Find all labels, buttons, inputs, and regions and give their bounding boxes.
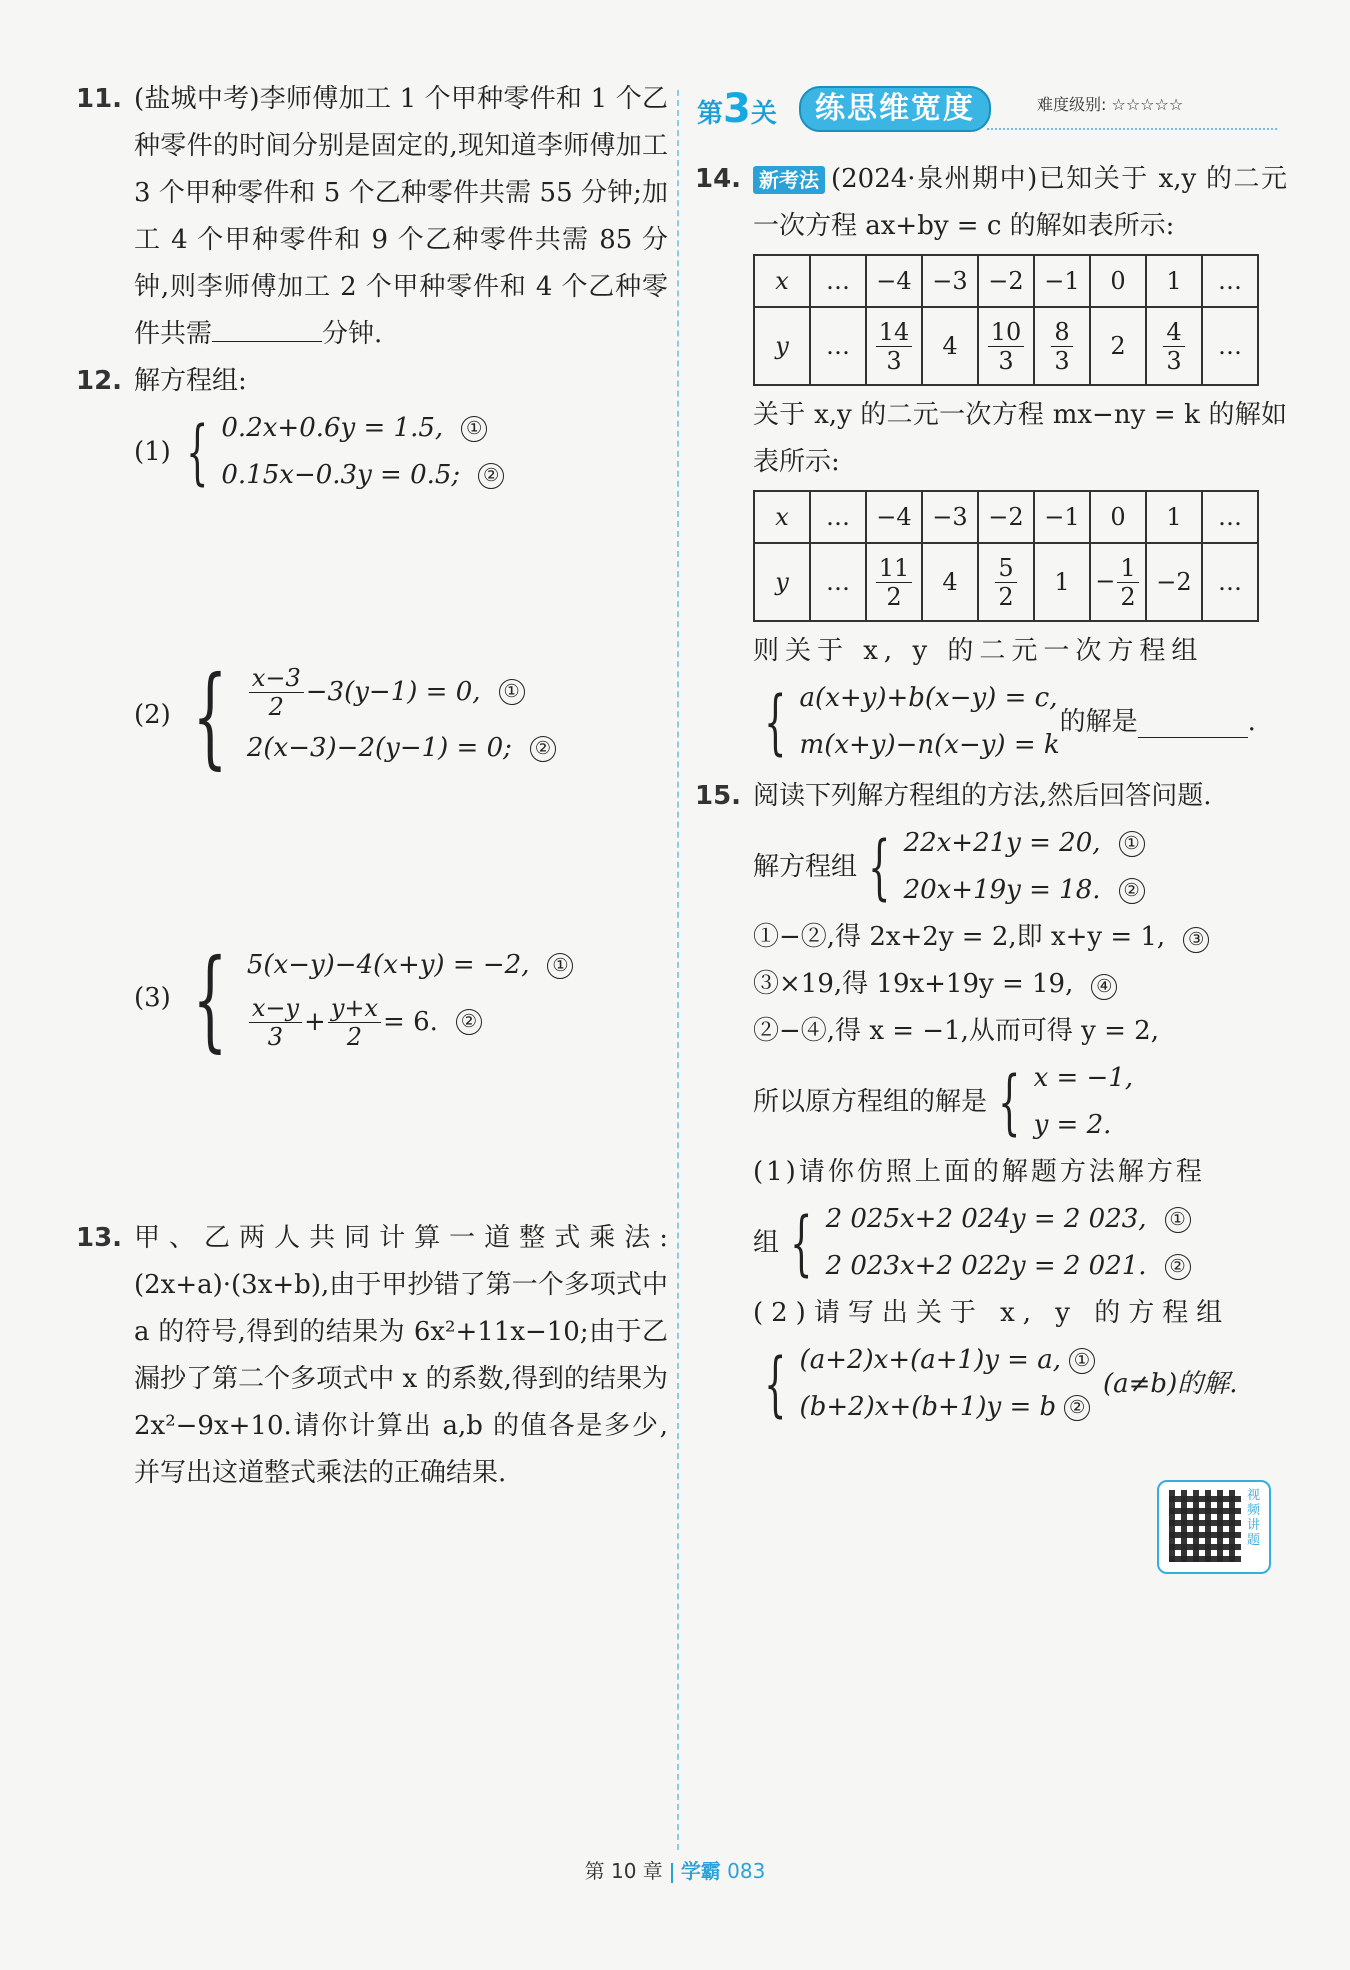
equation: 0.2x+0.6y = 1.5, [221, 413, 444, 443]
circle-number: ② [1119, 878, 1145, 904]
table-cell: x [754, 255, 810, 307]
equation: 0.15x−0.3y = 0.5; [221, 460, 461, 490]
equation: 20x+19y = 18. [903, 875, 1101, 905]
brace: { [764, 1343, 787, 1425]
fraction: $\frac{4}{3}$ [1163, 318, 1184, 375]
table-cell: … [810, 543, 866, 621]
part-label: (1) [134, 436, 171, 467]
solution-system [753, 1055, 1287, 1149]
section-header [697, 84, 1277, 134]
question-text: 关于 x,y 的二元一次方程 mx−ny = k 的解如表所示: [753, 400, 1287, 477]
equation: 22x+21y = 20, [903, 828, 1101, 858]
table-cell: −2 [1146, 543, 1202, 621]
equation-system: { a(x+y)+b(x−y) = c, m(x+y)−n(x−y) = k 的解是 . [753, 675, 1287, 769]
table-cell [1146, 307, 1202, 385]
table-cell: x [754, 491, 810, 543]
question-number: 12. [76, 366, 123, 396]
column-divider [677, 90, 679, 1850]
brand-label: 学霸 [680, 1859, 721, 1883]
fraction: $\frac{8}{3}$ [1051, 318, 1072, 375]
table-cell: 4 [922, 543, 978, 621]
work-space[interactable] [78, 499, 668, 659]
fraction: $\frac{1}{2}$ [1117, 554, 1138, 611]
equation-system-3 [134, 934, 668, 1063]
fraction: $\frac{5}{2}$ [995, 554, 1016, 611]
equation: 5(x−y)−4(x+y) = −2, [246, 950, 530, 980]
table-cell [866, 307, 922, 385]
table-row-y [754, 307, 1258, 385]
sub-question-1: (1)请你仿照上面的解题方法解方程 [753, 1157, 1205, 1187]
circle-number: ② [530, 736, 556, 762]
part-label: (3) [134, 983, 171, 1013]
table-cell: 1 [1146, 491, 1202, 543]
circle-number: ① [461, 416, 487, 442]
equation-system-1 [134, 405, 668, 499]
chapter-label: 第 10 章 [584, 1859, 663, 1883]
table-row-y [754, 543, 1258, 621]
table-cell: … [810, 307, 866, 385]
fraction: $\frac{14}{3}$ [876, 318, 913, 375]
brace: { [185, 411, 209, 493]
question-intro: 阅读下列解方程组的方法,然后回答问题. [753, 781, 1212, 811]
question-13 [78, 1215, 668, 1497]
table-cell: −4 [866, 491, 922, 543]
brace: { [192, 651, 228, 780]
table-cell: 0 [1090, 491, 1146, 543]
new-method-tag: 新考法 [753, 166, 825, 194]
table-cell [978, 307, 1034, 385]
table-cell: … [1202, 491, 1258, 543]
table-cell: … [1202, 543, 1258, 621]
table-cell: 1 [1146, 255, 1202, 307]
table-cell: y [754, 307, 810, 385]
page-number: 083 [727, 1859, 766, 1883]
section-title: 练思维宽度 [799, 86, 991, 132]
qr-code[interactable] [1157, 1480, 1271, 1574]
qr-code-icon [1169, 1490, 1241, 1562]
table-cell: −2 [978, 491, 1034, 543]
footer-separator [671, 1863, 673, 1883]
question-intro: 解方程组: [134, 366, 247, 396]
brace: { [764, 681, 787, 763]
circle-number: ① [1165, 1207, 1191, 1233]
question-tail: 的解是 [1059, 706, 1138, 737]
part-label: (2) [134, 700, 171, 730]
table-cell: −3 [922, 491, 978, 543]
question-11 [78, 76, 668, 358]
table-cell: 4 [922, 307, 978, 385]
equation: −3(y−1) = 0, [305, 676, 481, 707]
question-tail: 分钟. [322, 319, 383, 349]
solution-step: ②−④,得 x = −1,从而可得 y = 2, [753, 1016, 1159, 1046]
question-12 [78, 358, 668, 1215]
solve-label: 解方程组 [753, 851, 858, 882]
table-cell: … [1202, 307, 1258, 385]
question-text: (盐城中考)李师傅加工 1 个甲种零件和 1 个乙种零件的时间分别是固定的,现知道李师傅加工 3 个甲种零件和 5 个乙种零件共需 55 分钟;加工 4 个甲种零件和 9 个乙种零件共需 85 分钟,则李师傅加工 2 个甲种零件和 4 个乙种零件共需 [134, 84, 668, 349]
circle-number: ① [1119, 831, 1145, 857]
example-system [753, 820, 1287, 914]
question-number: 11. [76, 84, 123, 114]
circle-number: ② [1064, 1395, 1090, 1421]
question-number: 14. [695, 164, 742, 194]
question-number: 15. [695, 781, 742, 811]
table-cell: −3 [922, 255, 978, 307]
equation: a(x+y)+b(x−y) = c, [799, 683, 1058, 713]
table-cell: y [754, 543, 810, 621]
plus-sign: + [304, 1006, 326, 1037]
table-cell: … [810, 255, 866, 307]
equation: 2 025x+2 024y = 2 023, [825, 1204, 1147, 1234]
question-number: 13. [76, 1223, 123, 1253]
question-text: 则关于 x, y 的二元一次方程组 [753, 636, 1204, 666]
equation: y = 2. [1033, 1110, 1112, 1140]
circle-number: ③ [1183, 927, 1209, 953]
table-cell: 1 [1034, 543, 1090, 621]
fraction: $\frac{10}{3}$ [988, 318, 1025, 375]
page-footer [0, 1855, 1350, 1884]
equation: 2(x−3)−2(y−1) = 0; [246, 733, 512, 763]
table-row-x [754, 255, 1258, 307]
circle-number: ② [456, 1009, 482, 1035]
work-space[interactable] [78, 772, 668, 942]
solution-step: ①−②,得 2x+2y = 2,即 x+y = 1, [753, 922, 1166, 952]
question-14 [697, 156, 1287, 769]
table-cell: −2 [978, 255, 1034, 307]
answer-blank[interactable] [212, 311, 322, 342]
qr-label: 视频讲题 [1247, 1488, 1261, 1548]
solution-step: ③×19,得 19x+19y = 19, [753, 969, 1074, 999]
equation: = 6. [383, 1006, 438, 1037]
value-table-2 [753, 490, 1259, 622]
equation: 2 023x+2 022y = 2 021. [825, 1251, 1147, 1281]
equation: x = −1, [1033, 1063, 1134, 1093]
question-text: (2024·泉州期中)已知关于 x,y 的二元一次方程 ax+by = c 的解如表所示: [753, 164, 1287, 241]
work-space[interactable] [78, 1055, 668, 1215]
table-cell: −4 [866, 255, 922, 307]
value-table-1 [753, 254, 1259, 386]
table-cell [978, 543, 1034, 621]
level-label: 第3关 [697, 86, 777, 132]
brace: { [790, 1202, 813, 1284]
left-column [78, 76, 668, 1497]
header-dotted-line [987, 128, 1277, 130]
equation: (b+2)x+(b+1)y = b [799, 1392, 1057, 1422]
table-row-x [754, 491, 1258, 543]
table-cell [866, 543, 922, 621]
sub-question-1-system [753, 1196, 1287, 1290]
table-cell: − $\frac{1}{2}$ [1090, 543, 1146, 621]
circle-number: ① [547, 953, 573, 979]
difficulty-rating: 难度级别: ☆☆☆☆☆ [1037, 95, 1184, 114]
fraction: $\frac{x-3}{2}$ [249, 664, 304, 721]
sub-question-2-system [753, 1337, 1287, 1431]
question-15 [697, 773, 1287, 1431]
question-text: 甲、乙两人共同计算一道整式乘法:(2x+a)·(3x+b),由于甲抄错了第一个多项式中 a 的符号,得到的结果为 6x²+11x−10;由于乙漏抄了第二个多项式中 x 的系数,得到的结果为 2x²−9x+10.请你计算出 a,b 的值各是多少,并写出这道整式乘法的正确结果. [134, 1223, 668, 1488]
answer-blank[interactable] [1138, 707, 1248, 738]
table-cell: 0 [1090, 255, 1146, 307]
circle-number: ② [478, 463, 504, 489]
brace: { [998, 1061, 1021, 1143]
table-cell: … [1202, 255, 1258, 307]
equation: (a+2)x+(a+1)y = a, [799, 1345, 1061, 1375]
right-column [697, 156, 1287, 1431]
equation: m(x+y)−n(x−y) = k [799, 730, 1060, 760]
circle-number: ④ [1091, 974, 1117, 1000]
fraction: $\frac{y+x}{2}$ [328, 994, 381, 1051]
fraction: $\frac{x-y}{3}$ [249, 994, 302, 1051]
equation-system-2 [134, 651, 668, 780]
table-cell: … [810, 491, 866, 543]
brace: { [868, 826, 891, 908]
table-cell: −1 [1034, 491, 1090, 543]
circle-number: ① [1069, 1348, 1095, 1374]
conclusion-label: 所以原方程组的解是 [753, 1086, 988, 1117]
table-cell [1034, 307, 1090, 385]
table-cell: −1 [1034, 255, 1090, 307]
sub-question-2: (2)请写出关于 x, y 的方程组 [753, 1298, 1231, 1328]
condition-text: (a≠b)的解. [1103, 1368, 1238, 1399]
brace: { [192, 934, 228, 1063]
group-label: 组 [753, 1227, 780, 1258]
table-cell: 2 [1090, 307, 1146, 385]
circle-number: ① [499, 679, 525, 705]
circle-number: ② [1165, 1254, 1191, 1280]
fraction: $\frac{11}{2}$ [876, 554, 913, 611]
